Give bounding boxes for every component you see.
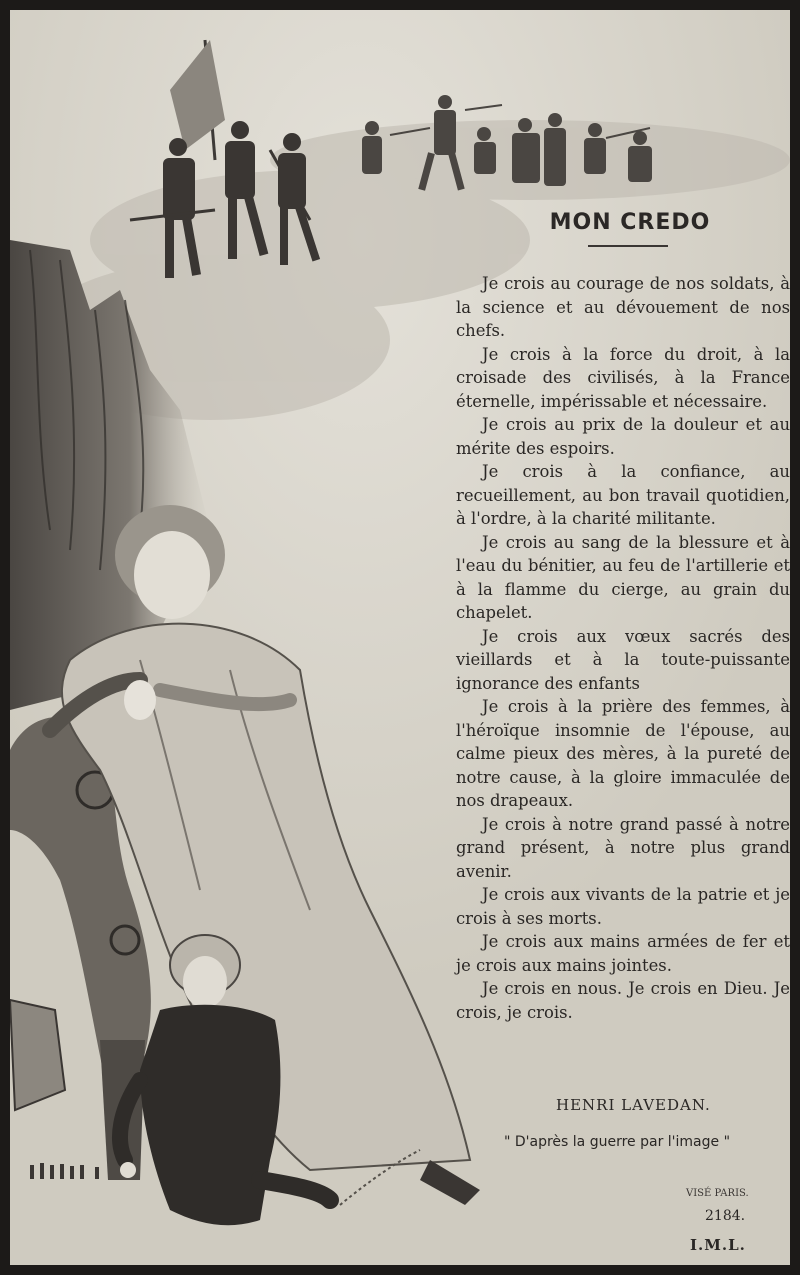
stanza: Je crois au courage de nos soldats, à la science et au dévouement de nos chefs. [456, 274, 790, 340]
publisher-mark: I.M.L. [690, 1236, 746, 1254]
stanza: Je crois à notre grand passé à notre grand présent, à notre plus grand avenir. [456, 814, 790, 881]
source-credit: " D'après la guerre par l'image " [504, 1134, 731, 1150]
stanza: Je crois au prix de la douleur et au mérite des espoirs. [456, 415, 790, 458]
title-underline [588, 245, 668, 247]
stanza: Je crois à la confiance, au recueillement, au bon travail quotidien, à l'ordre, à la charité militante. [456, 462, 790, 528]
poem-body [456, 272, 790, 1024]
stanza: Je crois en nous. Je crois en Dieu. Je crois, je crois. [456, 979, 790, 1022]
stanza: Je crois au sang de la blessure et à l'eau du bénitier, au feu de l'artillerie et à la flamme du cierge, au grain du chapelet. [456, 532, 790, 622]
stanza: Je crois à la force du droit, à la croisade des civilisés, à la France éternelle, impérissable et nécessaire. [456, 344, 790, 411]
postcard [10, 10, 790, 1265]
book [10, 1000, 65, 1110]
stanza: Je crois aux mains armées de fer et je crois aux mains jointes. [456, 932, 790, 975]
stanza: Je crois aux vœux sacrés des vieillards et à la toute-puissante ignorance des enfants [456, 626, 790, 693]
author-signature: HENRI LAVEDAN. [556, 1096, 711, 1114]
card-number: 2184. [705, 1208, 746, 1224]
censor-stamp: VISÉ PARIS. [686, 1188, 749, 1199]
page-title: MON CREDO [549, 210, 711, 235]
stanza: Je crois à la prière des femmes, à l'héroïque insomnie de l'épouse, au calme pieux des mères, à la pureté de notre cause, à la gloire immaculée de nos drapeaux. [456, 697, 790, 810]
stanza: Je crois aux vivants de la patrie et je crois à ses morts. [456, 885, 790, 928]
